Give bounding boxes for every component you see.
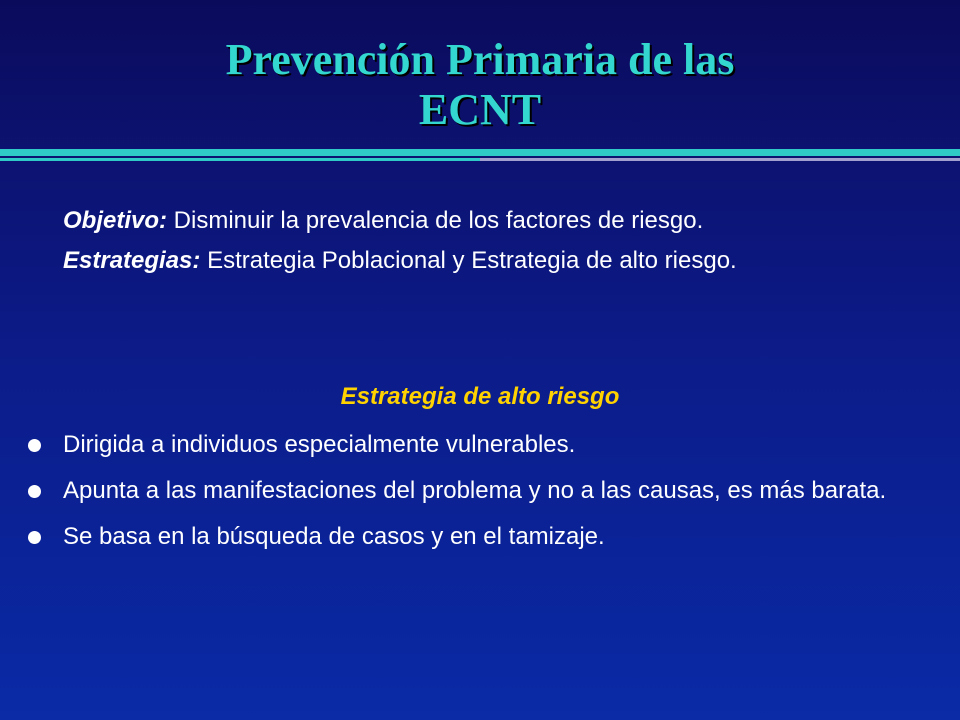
strategies-label: Estrategias (63, 247, 193, 274)
title-line-2: ECNT (418, 85, 542, 135)
objective-label: Objetivo (63, 207, 160, 234)
title-divider-thin-left (0, 158, 480, 161)
bullet-text: Apunta a las manifestaciones del problema y no a las causas, es más barata. (63, 477, 887, 504)
bullet-text: Se basa en la búsqueda de casos y en el tamizaje. (63, 523, 605, 550)
slide-title (0, 35, 960, 135)
intro-block (63, 205, 923, 285)
bullet-dot-icon (28, 531, 41, 544)
objective-paragraph (63, 205, 923, 237)
bullet-item (28, 429, 928, 461)
title-line-1: Prevención Primaria de las (225, 35, 735, 85)
objective-text: Disminuir la prevalencia de los factores de riesgo. (167, 207, 704, 234)
title-divider-thick (0, 149, 960, 156)
objective-separator: : (159, 207, 168, 234)
section-heading: Estrategia de alto riesgo (340, 383, 620, 410)
strategies-text: Estrategia Poblacional y Estrategia de alto riesgo. (200, 247, 737, 274)
bullet-text: Dirigida a individuos especialmente vulnerables. (63, 431, 576, 458)
strategies-separator: : (192, 247, 201, 274)
bullet-dot-icon (28, 485, 41, 498)
bullet-list (28, 429, 928, 567)
bullet-dot-icon (28, 439, 41, 452)
strategies-paragraph (63, 245, 923, 277)
bullet-item (28, 521, 928, 553)
bullet-item (28, 475, 928, 507)
title-divider-thin-right (480, 158, 960, 161)
